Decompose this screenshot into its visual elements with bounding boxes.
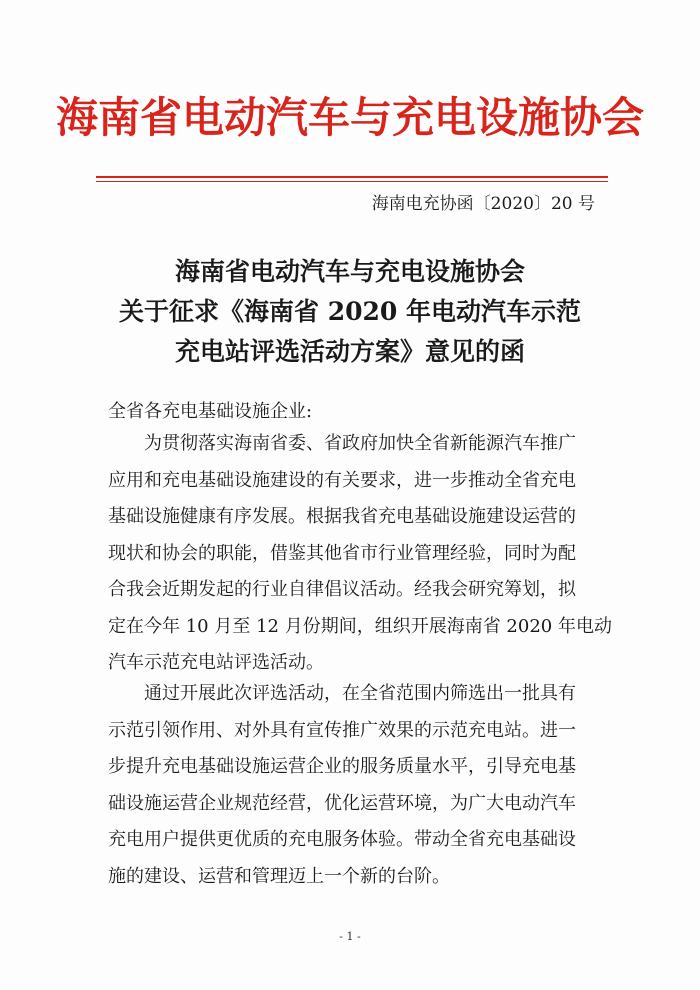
paragraph-line: 现状和协会的职能，借鉴其他省市行业管理经验，同时为配 <box>108 542 576 564</box>
title-line: 充电站评选活动方案》意见的函 <box>174 337 525 366</box>
paragraph-line: 础设施运营企业规范经营，优化运营环境，为广大电动汽车 <box>108 792 576 814</box>
body-paragraph-2 <box>108 676 600 895</box>
paragraph-line: 合我会近期发起的行业自律倡议活动。经我会研究筹划，拟 <box>108 579 576 600</box>
paragraph-line: 定在今年 10 月至 12 月份期间，组织开展海南省 2020 年电动 <box>108 615 612 637</box>
title-line: 海南省电动汽车与充电设施协会 <box>174 257 525 286</box>
paragraph-line: 通过开展此次评选活动，在全省范围内筛选出一批具有 <box>144 683 576 704</box>
organization-header: 海南省电动汽车与充电设施协会 <box>55 93 644 142</box>
document-title <box>0 252 700 372</box>
paragraph-line: 基础设施健康有序发展。根据我省充电基础设施建设运营的 <box>108 506 576 527</box>
paragraph-line: 汽车示范充电站评选活动。 <box>108 652 324 673</box>
document-number: 海南电充协函〔2020〕20 号 <box>371 194 595 214</box>
salutation: 全省各充电基础设施企业: <box>108 401 313 422</box>
paragraph-line: 步提升充电基础设施运营企业的服务质量水平，引导充电基 <box>108 756 576 777</box>
title-line: 关于征求《海南省 2020 年电动汽车示范 <box>119 297 581 326</box>
paragraph-line: 为贯彻落实海南省委、省政府加快全省新能源汽车推广 <box>144 433 576 454</box>
page-number: - 1 - <box>339 930 361 943</box>
paragraph-line: 充电用户提供更优质的充电服务体验。带动全省充电基础设 <box>108 829 576 850</box>
body-paragraph-1 <box>108 426 612 682</box>
header-divider <box>96 176 608 178</box>
paragraph-line: 应用和充电基础设施建设的有关要求，进一步推动全省充电 <box>108 469 576 491</box>
paragraph-line: 示范引领作用、对外具有宣传推广效果的示范充电站。进一 <box>108 719 576 741</box>
header-divider-thin <box>96 181 608 182</box>
paragraph-line: 施的建设、运营和管理迈上一个新的台阶。 <box>108 865 450 887</box>
